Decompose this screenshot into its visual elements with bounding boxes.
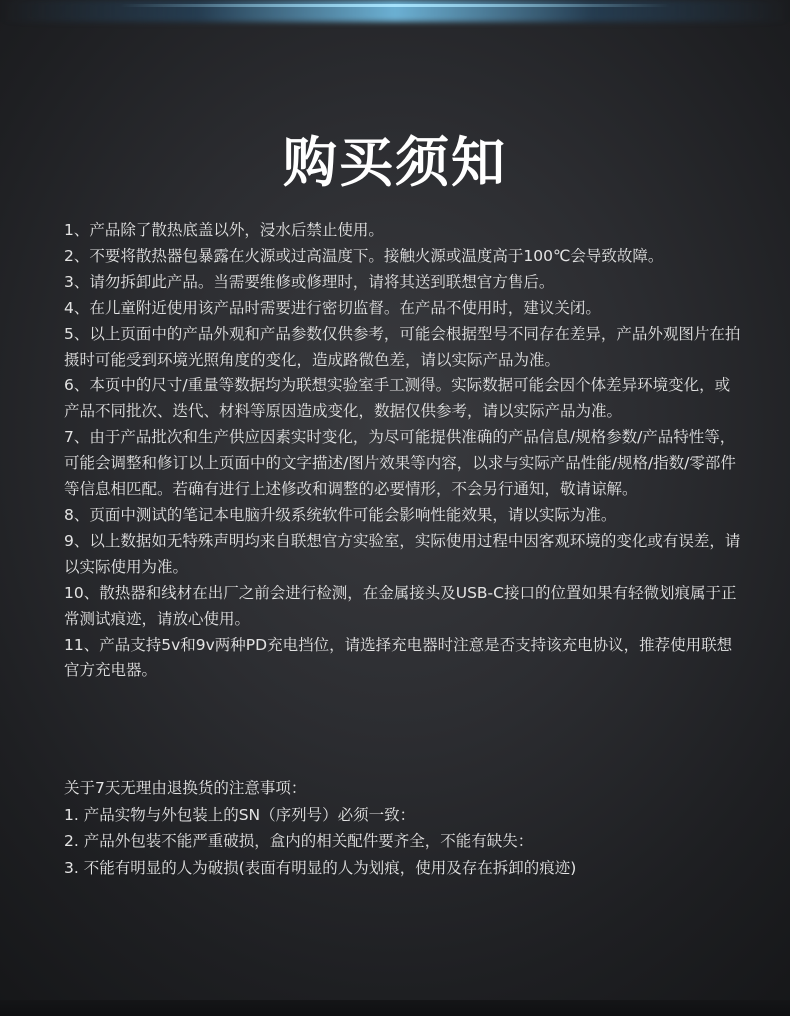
return-policy-item: 3. 不能有明显的人为破损(表面有明显的人为划痕，使用及存在拆卸的痕迹): [64, 858, 577, 877]
return-policy-list: [64, 802, 744, 882]
notice-item: 2、不要将散热器包暴露在火源或过高温度下。接触火源或温度高于100℃会导致故障。: [64, 246, 664, 265]
notice-item: 11、产品支持5v和9v两种PD充电挡位，请选择充电器时注意是否支持该充电协议，推荐使用联想官方充电器。: [64, 635, 733, 680]
notice-item: 10、散热器和线材在出厂之前会进行检测，在金属接头及USB-C接口的位置如果有轻微划痕属于正常测试痕迹，请放心使用。: [64, 583, 737, 628]
notice-item: 4、在儿童附近使用该产品时需要进行密切监督。在产品不使用时，建议关闭。: [64, 298, 601, 317]
return-policy-heading: 关于7天无理由退换货的注意事项：: [64, 779, 307, 797]
return-policy-item: 1. 产品实物与外包装上的SN（序列号）必须一致：: [64, 805, 416, 824]
notice-list: [64, 218, 744, 684]
page-title: 购买须知: [283, 131, 507, 195]
bottom-dark-bar: [0, 1000, 790, 1016]
top-light-line: [120, 4, 670, 7]
notice-item: 7、由于产品批次和生产供应因素实时变化，为尽可能提供准确的产品信息/规格参数/产品特性等，可能会调整和修订以上页面中的文字描述/图片效果等内容，以求与实际产品性能/规格/指数/零部件等信息相匹配。若确有进行上述修改和调整的必要情形，不会另行通知，敬请谅解。: [64, 428, 736, 499]
notice-item: 6、本页中的尺寸/重量等数据均为联想实验室手工测得。实际数据可能会因个体差异环境变化，或产品不同批次、迭代、材料等原因造成变化，数据仅供参考，请以实际产品为准。: [64, 376, 731, 421]
return-policy-item: 2. 产品外包装不能严重破损，盒内的相关配件要齐全，不能有缺失：: [64, 832, 534, 850]
return-policy-section: [64, 775, 744, 881]
notice-item: 8、页面中测试的笔记本电脑升级系统软件可能会影响性能效果，请以实际为准。: [64, 505, 617, 524]
notice-item: 3、请勿拆卸此产品。当需要维修或修理时，请将其送到联想官方售后。: [64, 272, 555, 291]
notice-item: 5、以上页面中的产品外观和产品参数仅供参考，可能会根据型号不同存在差异，产品外观图片在拍摄时可能受到环境光照角度的变化，造成路微色差，请以实际产品为准。: [64, 324, 741, 369]
notice-item: 1、产品除了散热底盖以外，浸水后禁止使用。: [64, 221, 384, 239]
notice-item: 9、以上数据如无特殊声明均来自联想官方实验室，实际使用过程中因客观环境的变化或有误差，请以实际使用为准。: [64, 531, 741, 576]
